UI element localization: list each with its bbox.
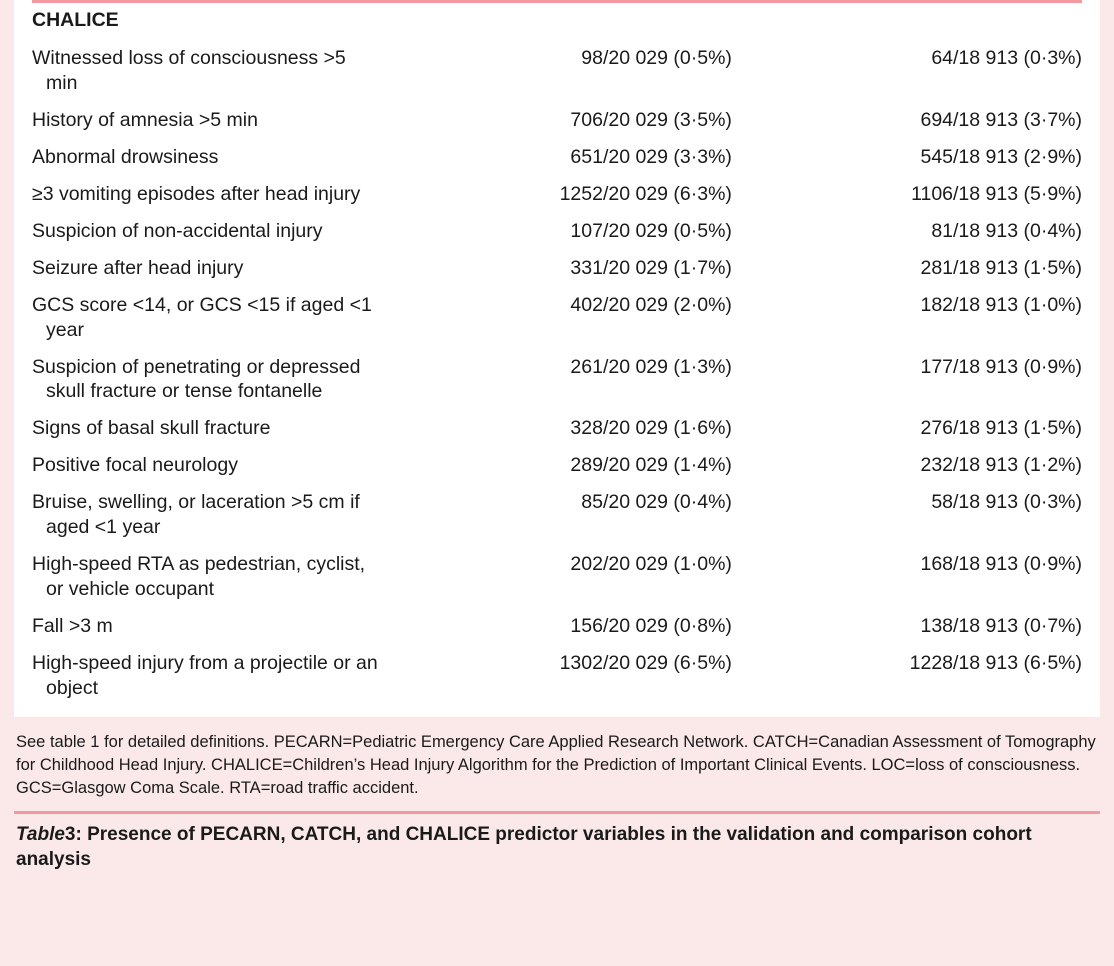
row-value-validation: 98/20 029 (0·5%) bbox=[581, 46, 732, 69]
table-row bbox=[32, 250, 1082, 287]
table-row bbox=[32, 102, 1082, 139]
row-value-comparison: 64/18 913 (0·3%) bbox=[931, 46, 1082, 69]
table-section-header-row bbox=[32, 3, 1082, 40]
caption-label: Table bbox=[16, 824, 65, 846]
row-label: GCS score <14, or GCS <15 if aged <1 year bbox=[32, 293, 372, 341]
table-row bbox=[32, 410, 1082, 447]
caption-number: 3 bbox=[64, 824, 76, 846]
table-row bbox=[32, 484, 1082, 546]
row-value-validation: 331/20 029 (1·7%) bbox=[570, 256, 732, 279]
row-value-validation: 706/20 029 (3·5%) bbox=[570, 108, 732, 131]
table-footnote: See table 1 for detailed definitions. PECARN=Pediatric Emergency Care Applied Research Network. CATCH=Canadian Assessment of Tomography for Childhood Head Injury. CHALICE=Children’s Head Injury Algorithm for the Prediction of Important Clinical Events. LOC=loss of consciousness. GCS=Glasgow Coma Scale. RTA=road traffic accident. bbox=[14, 717, 1100, 809]
row-value-comparison: 281/18 913 (1·5%) bbox=[920, 256, 1082, 279]
row-label: Seizure after head injury bbox=[32, 256, 244, 279]
row-value-comparison: 138/18 913 (0·7%) bbox=[920, 615, 1082, 638]
table-card bbox=[14, 0, 1100, 717]
section-title-cell: CHALICE bbox=[32, 9, 119, 31]
row-value-validation: 156/20 029 (0·8%) bbox=[570, 615, 732, 638]
row-label: High-speed injury from a projectile or an object bbox=[32, 652, 378, 700]
row-value-validation: 261/20 029 (1·3%) bbox=[570, 355, 732, 378]
table-row bbox=[32, 447, 1082, 484]
row-label: ≥3 vomiting episodes after head injury bbox=[32, 182, 361, 205]
row-value-comparison: 1106/18 913 (5·9%) bbox=[911, 182, 1082, 205]
row-value-validation: 289/20 029 (1·4%) bbox=[570, 454, 732, 477]
row-value-validation: 328/20 029 (1·6%) bbox=[570, 417, 732, 440]
table-row bbox=[32, 608, 1082, 645]
row-value-comparison: 232/18 913 (1·2%) bbox=[920, 454, 1082, 477]
row-value-comparison: 1228/18 913 (6·5%) bbox=[909, 652, 1082, 675]
row-value-comparison: 694/18 913 (3·7%) bbox=[920, 108, 1082, 131]
table-row bbox=[32, 139, 1082, 176]
row-value-comparison: 58/18 913 (0·3%) bbox=[931, 491, 1082, 514]
row-label: Positive focal neurology bbox=[32, 454, 238, 477]
row-value-validation: 202/20 029 (1·0%) bbox=[570, 553, 732, 576]
row-label: Bruise, swelling, or laceration >5 cm if aged <1 year bbox=[32, 491, 360, 539]
table-row bbox=[32, 645, 1082, 707]
table-row bbox=[32, 40, 1082, 102]
row-label: Suspicion of non-accidental injury bbox=[32, 219, 323, 242]
row-value-validation: 651/20 029 (3·3%) bbox=[570, 145, 732, 168]
row-label: Fall >3 m bbox=[32, 615, 113, 638]
row-value-comparison: 81/18 913 (0·4%) bbox=[931, 219, 1082, 242]
caption-text: : Presence of PECARN, CATCH, and CHALICE predictor variables in the validation and comparison cohort analysis bbox=[16, 824, 1032, 870]
table-row bbox=[32, 213, 1082, 250]
row-label: Signs of basal skull fracture bbox=[32, 417, 271, 440]
table-row bbox=[32, 349, 1082, 411]
row-value-validation: 85/20 029 (0·4%) bbox=[581, 491, 732, 514]
row-value-validation: 107/20 029 (0·5%) bbox=[570, 219, 732, 242]
row-value-comparison: 182/18 913 (1·0%) bbox=[920, 293, 1082, 316]
row-value-comparison: 177/18 913 (0·9%) bbox=[920, 355, 1082, 378]
table-row bbox=[32, 546, 1082, 608]
table-body bbox=[32, 3, 1082, 707]
row-value-comparison: 545/18 913 (2·9%) bbox=[920, 145, 1082, 168]
table-row bbox=[32, 176, 1082, 213]
row-label: High-speed RTA as pedestrian, cyclist, or vehicle occupant bbox=[32, 553, 366, 601]
row-value-validation: 1252/20 029 (6·3%) bbox=[559, 182, 732, 205]
row-value-validation: 402/20 029 (2·0%) bbox=[570, 293, 732, 316]
row-value-comparison: 168/18 913 (0·9%) bbox=[920, 553, 1082, 576]
row-value-validation: 1302/20 029 (6·5%) bbox=[559, 652, 732, 675]
row-value-comparison: 276/18 913 (1·5%) bbox=[920, 417, 1082, 440]
table-row bbox=[32, 287, 1082, 349]
row-label: Witnessed loss of consciousness >5 min bbox=[32, 46, 346, 94]
row-label: Suspicion of penetrating or depressed skull fracture or tense fontanelle bbox=[32, 355, 361, 403]
predictor-variable-table bbox=[32, 3, 1082, 707]
table-caption bbox=[14, 814, 1100, 872]
row-label: Abnormal drowsiness bbox=[32, 145, 219, 168]
row-label: History of amnesia >5 min bbox=[32, 108, 258, 131]
